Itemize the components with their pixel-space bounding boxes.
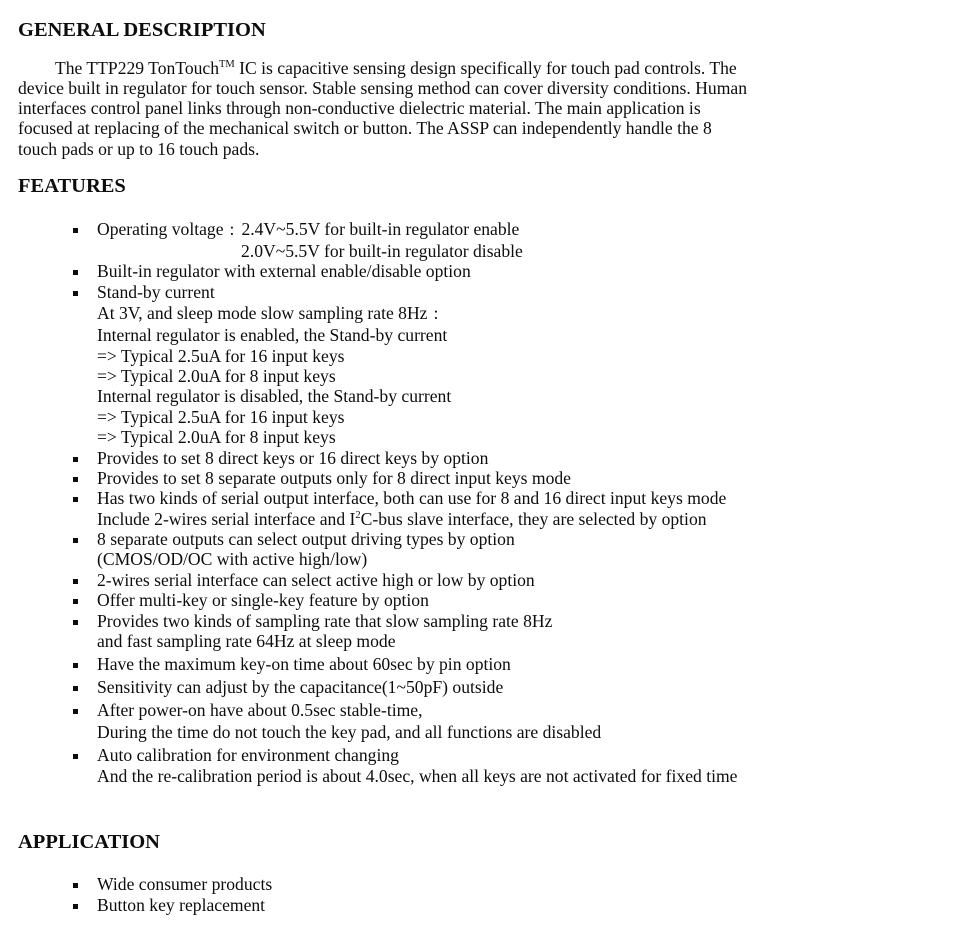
bullet-icon bbox=[73, 754, 78, 759]
feature-value: 2.4V~5.5V for built-in regulator enable bbox=[241, 219, 520, 239]
feature-line: => Typical 2.5uA for 16 input keys bbox=[97, 407, 345, 427]
feature-line bbox=[97, 282, 215, 302]
feature-line bbox=[97, 468, 571, 488]
description-text: The TTP229 TonTouch bbox=[55, 58, 220, 78]
feature-text: 8 separate outputs can select output driving types by option bbox=[97, 529, 515, 549]
feature-line: 2.0V~5.5V for built-in regulator disable bbox=[241, 241, 523, 261]
feature-line bbox=[97, 488, 726, 508]
feature-line bbox=[97, 529, 515, 549]
feature-text: C-bus slave interface, they are selected by option bbox=[360, 509, 707, 529]
feature-line bbox=[97, 745, 399, 765]
bullet-icon bbox=[73, 883, 78, 888]
bullet-icon bbox=[73, 477, 78, 482]
feature-line bbox=[97, 509, 707, 529]
feature-text: After power-on have about 0.5sec stable-time, bbox=[97, 700, 423, 720]
bullet-icon bbox=[73, 579, 78, 584]
bullet-icon bbox=[73, 228, 78, 233]
description-line: touch pads or up to 16 touch pads. bbox=[18, 139, 260, 159]
feature-text: Built-in regulator with external enable/disable option bbox=[97, 261, 471, 281]
feature-line: Internal regulator is disabled, the Stand-by current bbox=[97, 386, 452, 406]
section-heading-application: APPLICATION bbox=[18, 831, 160, 853]
bullet-icon bbox=[73, 270, 78, 275]
feature-text: Provides to set 8 separate outputs only for 8 direct input keys mode bbox=[97, 468, 571, 488]
description-line bbox=[55, 58, 737, 78]
bullet-icon bbox=[73, 497, 78, 502]
feature-line bbox=[97, 677, 503, 697]
bullet-icon bbox=[73, 904, 78, 909]
feature-line: And the re-calibration period is about 4.0sec, when all keys are not activated for fixed time bbox=[97, 766, 738, 786]
feature-line bbox=[97, 570, 535, 590]
bullet-icon bbox=[73, 457, 78, 462]
feature-line bbox=[97, 654, 511, 674]
feature-text: Provides two kinds of sampling rate that slow sampling rate 8Hz bbox=[97, 611, 553, 631]
feature-text: Include 2-wires serial interface and I bbox=[97, 509, 356, 529]
feature-line: (CMOS/OD/OC with active high/low) bbox=[97, 549, 368, 569]
bullet-icon bbox=[73, 686, 78, 691]
application-item bbox=[97, 895, 265, 915]
feature-line bbox=[97, 700, 423, 720]
bullet-icon bbox=[73, 709, 78, 714]
feature-text: Auto calibration for environment changing bbox=[97, 745, 399, 765]
description-line: interfaces control panel links through non-conductive dielectric material. The main application is bbox=[18, 98, 701, 118]
feature-line: During the time do not touch the key pad, and all functions are disabled bbox=[97, 722, 602, 742]
feature-text: Stand-by current bbox=[97, 282, 215, 302]
feature-line bbox=[97, 303, 438, 323]
trademark-superscript: TM bbox=[219, 59, 235, 70]
feature-line bbox=[97, 261, 471, 281]
feature-text: Sensitivity can adjust by the capacitance(1~50pF) outside bbox=[97, 677, 504, 697]
bullet-icon bbox=[73, 538, 78, 543]
description-text: IC is capacitive sensing design specifically for touch pad controls. The bbox=[234, 58, 737, 78]
bullet-icon bbox=[73, 599, 78, 604]
feature-text: Has two kinds of serial output interface, both can use for 8 and 16 direct input keys mode bbox=[97, 488, 727, 508]
feature-text: Provides to set 8 direct keys or 16 direct keys by option bbox=[97, 448, 489, 468]
feature-line: => Typical 2.0uA for 8 input keys bbox=[97, 366, 336, 386]
feature-text: Have the maximum key-on time about 60sec by pin option bbox=[97, 654, 511, 674]
description-line: focused at replacing of the mechanical switch or button. The ASSP can independently handle the 8 bbox=[18, 118, 712, 138]
feature-text: Offer multi-key or single-key feature by option bbox=[97, 590, 429, 610]
feature-text: At 3V, and sleep mode slow sampling rate 8Hz bbox=[97, 303, 428, 323]
section-heading-general-description: GENERAL DESCRIPTION bbox=[18, 19, 266, 41]
description-line: device built in regulator for touch sensor. Stable sensing method can cover diversity conditions. Human bbox=[18, 78, 747, 98]
feature-line: Internal regulator is enabled, the Stand-by current bbox=[97, 325, 448, 345]
feature-label: Operating voltage bbox=[97, 219, 224, 239]
application-text: Button key replacement bbox=[97, 895, 266, 915]
feature-line bbox=[97, 611, 552, 631]
feature-line: and fast sampling rate 64Hz at sleep mode bbox=[97, 631, 396, 651]
bullet-icon bbox=[73, 663, 78, 668]
section-heading-features: FEATURES bbox=[18, 175, 126, 197]
bullet-icon bbox=[73, 620, 78, 625]
feature-line: => Typical 2.0uA for 8 input keys bbox=[97, 427, 336, 447]
application-item bbox=[97, 874, 272, 894]
feature-line bbox=[97, 590, 429, 610]
feature-line: => Typical 2.5uA for 16 input keys bbox=[97, 346, 345, 366]
superscript-two: 2 bbox=[355, 510, 361, 521]
feature-line bbox=[97, 448, 488, 468]
application-text: Wide consumer products bbox=[97, 874, 273, 894]
bullet-icon bbox=[73, 291, 78, 296]
feature-line bbox=[97, 219, 519, 239]
feature-text: 2-wires serial interface can select active high or low by option bbox=[97, 570, 535, 590]
